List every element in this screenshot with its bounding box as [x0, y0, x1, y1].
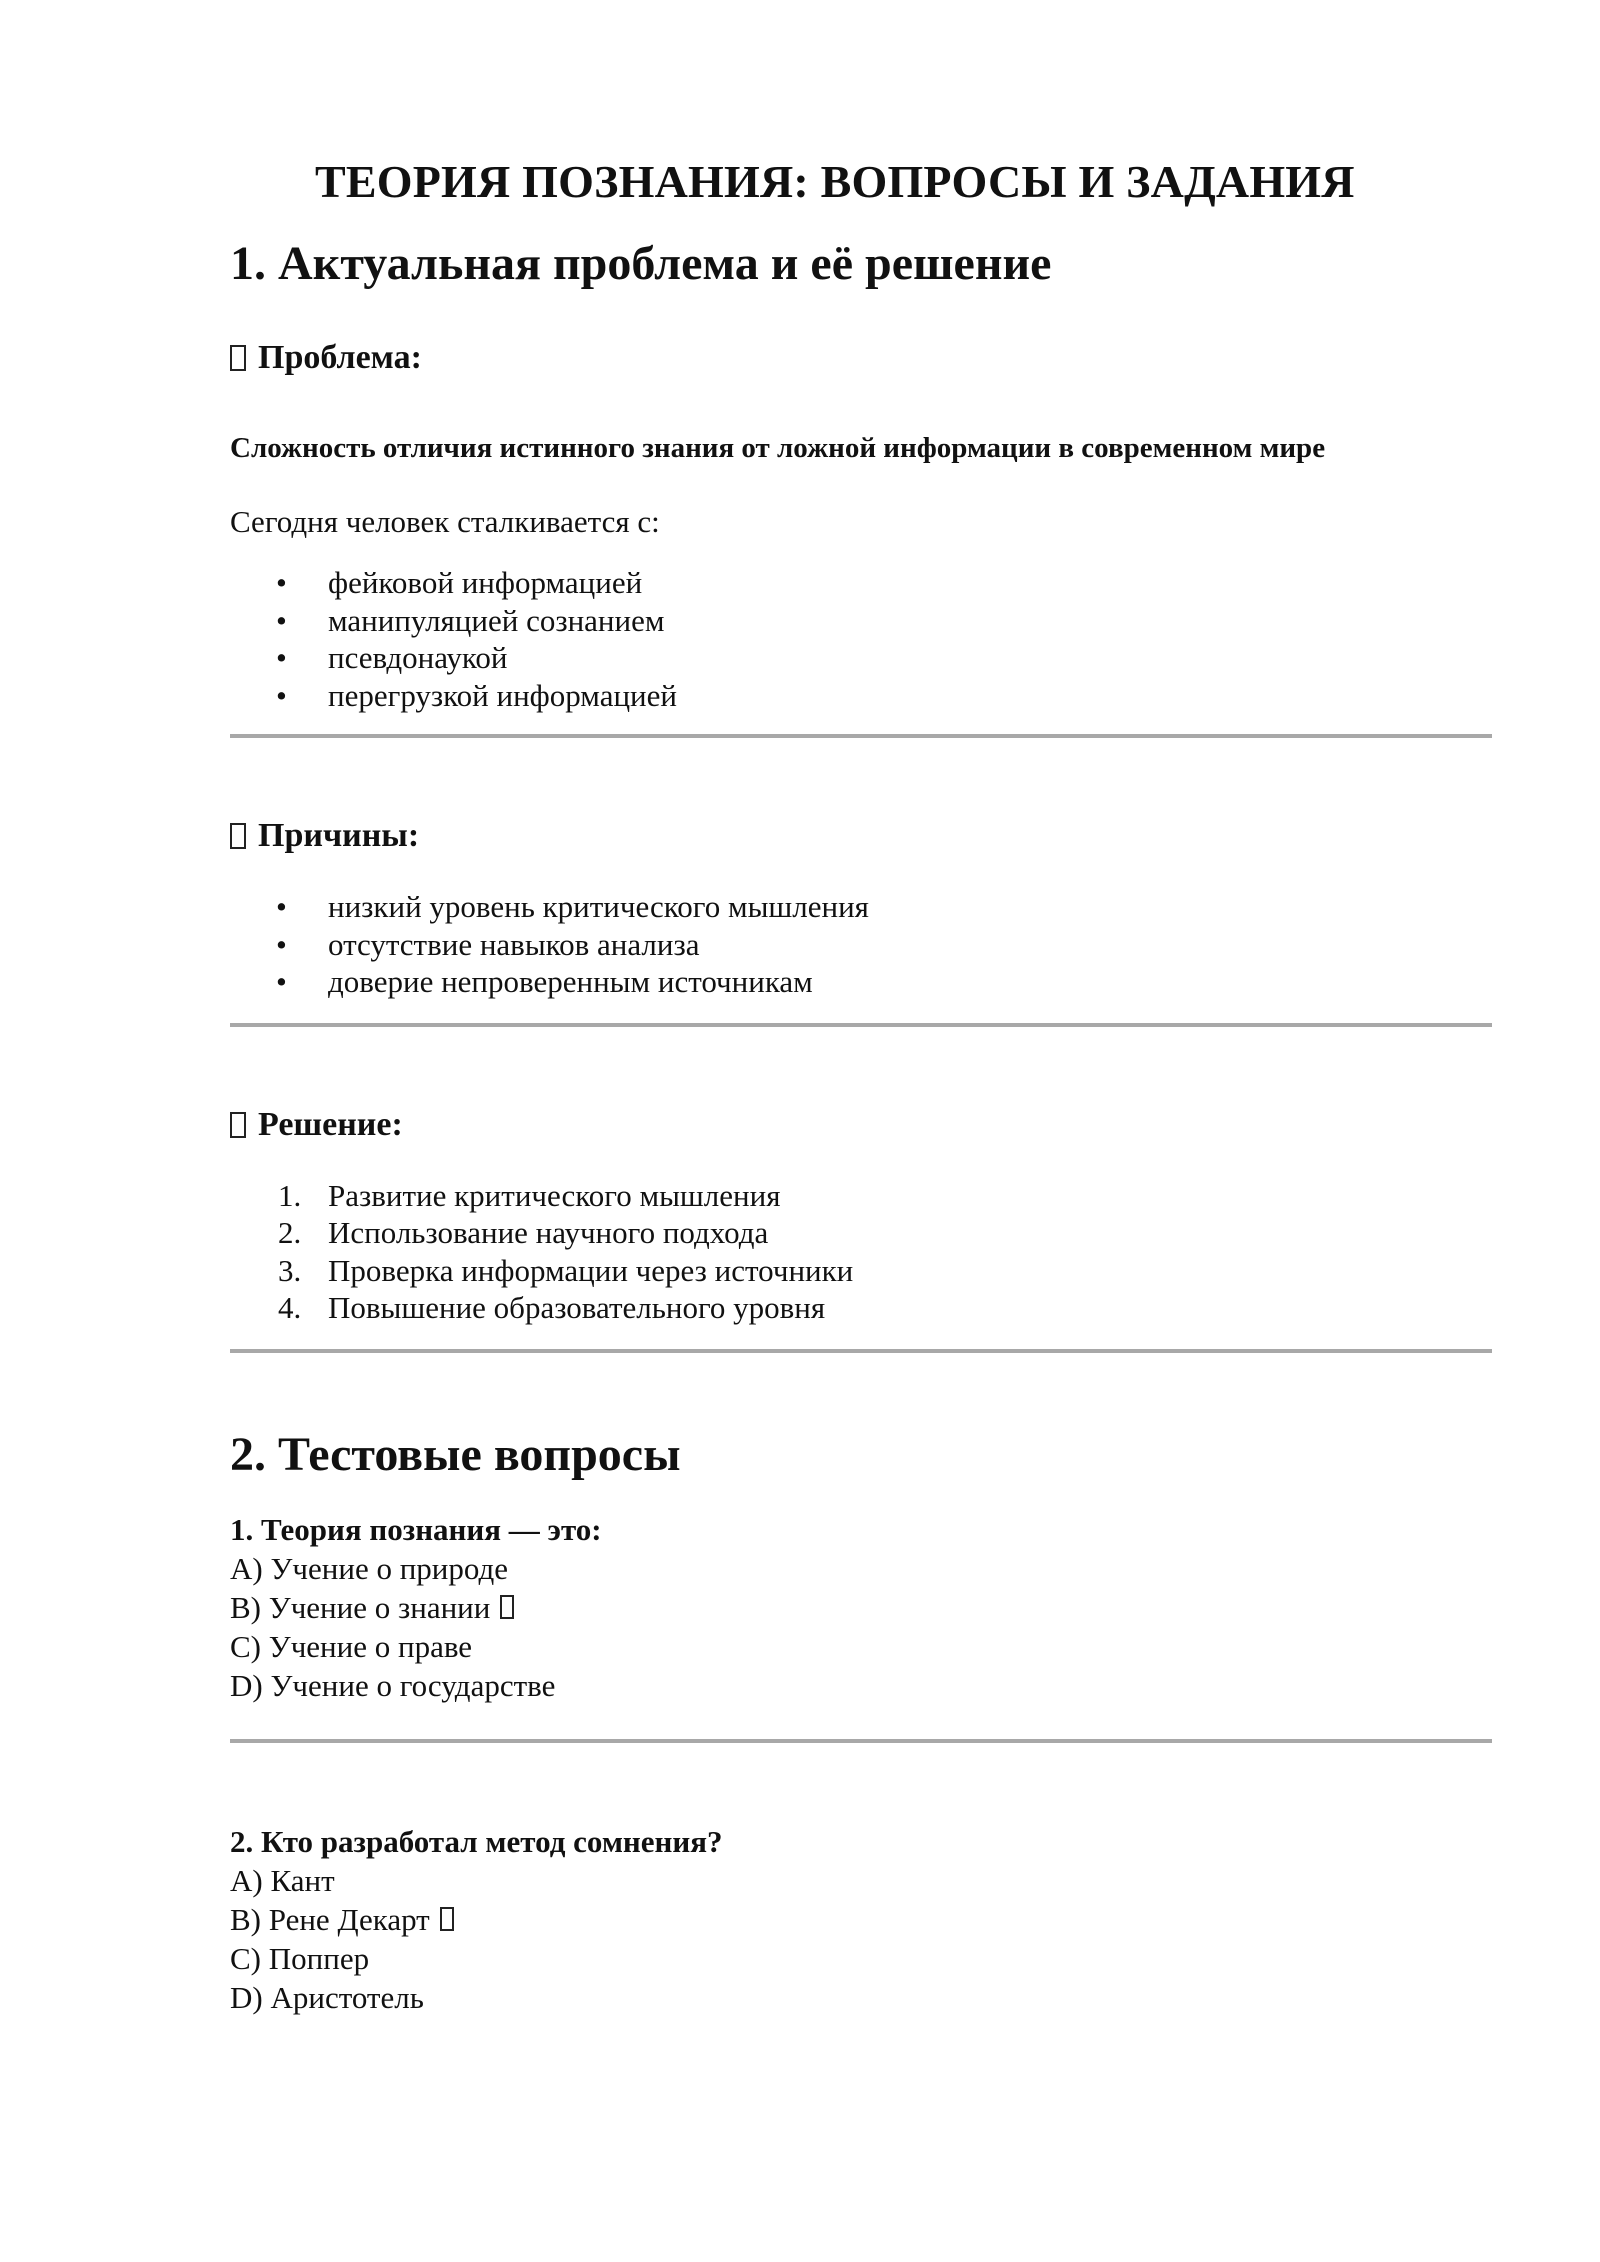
list-item-text: Использование научного подхода — [328, 1215, 769, 1250]
answer-option — [230, 1549, 1492, 1588]
list-item — [230, 1177, 1492, 1215]
missing-glyph-icon — [440, 1907, 454, 1931]
list-item: • низкий уровень критического мышления — [230, 888, 1492, 926]
question-text: 2. Кто разработал метод сомнения? — [230, 1823, 723, 1859]
document-title: ТЕОРИЯ ПОЗНАНИЯ: ВОПРОСЫ И ЗАДАНИЯ — [315, 156, 1355, 207]
list-item — [230, 1214, 1492, 1252]
question-2 — [230, 1823, 1492, 2017]
answer-option — [230, 1861, 1492, 1900]
answer-option-correct — [230, 1900, 1492, 1939]
question-text: 1. Теория познания — это: — [230, 1511, 602, 1547]
option-text: D) Аристотель — [230, 1979, 424, 2015]
problem-list — [230, 564, 1492, 714]
answer-option — [230, 1939, 1492, 1978]
causes-label: Причины: — [258, 817, 420, 854]
missing-glyph-icon — [230, 1112, 246, 1138]
option-text: B) Учение о знании — [230, 1589, 491, 1625]
list-item — [230, 1289, 1492, 1327]
list-item-text: Развитие критического мышления — [328, 1177, 781, 1213]
horizontal-rule — [230, 1349, 1492, 1353]
answer-option — [230, 1978, 1492, 2017]
horizontal-rule — [230, 1023, 1492, 1027]
horizontal-rule — [230, 1739, 1492, 1743]
question-1 — [230, 1511, 1492, 1705]
missing-glyph-icon — [230, 345, 246, 371]
list-item: • псевдонаукой — [230, 639, 1492, 677]
option-text: B) Рене Декарт — [230, 1901, 430, 1937]
list-item: • манипуляцией сознанием — [230, 602, 1492, 640]
option-text: C) Поппер — [230, 1940, 370, 1976]
option-text: A) Кант — [230, 1862, 335, 1898]
option-text: D) Учение о государстве — [230, 1667, 556, 1703]
list-number: 3. — [278, 1252, 302, 1288]
list-number: 4. — [278, 1290, 302, 1325]
list-number: 2. — [278, 1215, 302, 1250]
answer-option — [230, 1666, 1492, 1705]
section-2-heading: 2. Тестовые вопросы — [230, 1427, 681, 1481]
missing-glyph-icon — [500, 1595, 514, 1619]
list-item: • доверие непроверенным источникам — [230, 963, 1492, 1001]
problem-label: Проблема: — [258, 339, 422, 376]
missing-glyph-icon — [230, 823, 246, 849]
problem-statement: Сложность отличия истинного знания от ложной информации в современном мире — [230, 432, 1326, 464]
problem-heading — [230, 336, 1492, 380]
causes-heading — [230, 814, 1492, 858]
section-1-heading: 1. Актуальная проблема и её решение — [230, 237, 1052, 290]
list-item — [230, 1252, 1492, 1290]
answer-option — [230, 1627, 1492, 1666]
horizontal-rule — [230, 734, 1492, 738]
causes-list — [230, 888, 1492, 1001]
list-item-text: Проверка информации через источники — [328, 1252, 854, 1288]
list-item: • отсутствие навыков анализа — [230, 926, 1492, 964]
document-content — [230, 150, 1492, 2017]
list-number: 1. — [278, 1177, 302, 1213]
list-item: • фейковой информацией — [230, 564, 1492, 602]
solution-heading — [230, 1103, 1492, 1147]
problem-intro: Сегодня человек сталкивается с: — [230, 504, 660, 539]
solution-list — [230, 1177, 1492, 1327]
answer-option-correct — [230, 1588, 1492, 1627]
list-item-text: Повышение образовательного уровня — [328, 1290, 826, 1325]
solution-label: Решение: — [258, 1105, 403, 1143]
option-text: A) Учение о природе — [230, 1550, 509, 1586]
option-text: C) Учение о праве — [230, 1628, 473, 1664]
list-item: • перегрузкой информацией — [230, 677, 1492, 715]
